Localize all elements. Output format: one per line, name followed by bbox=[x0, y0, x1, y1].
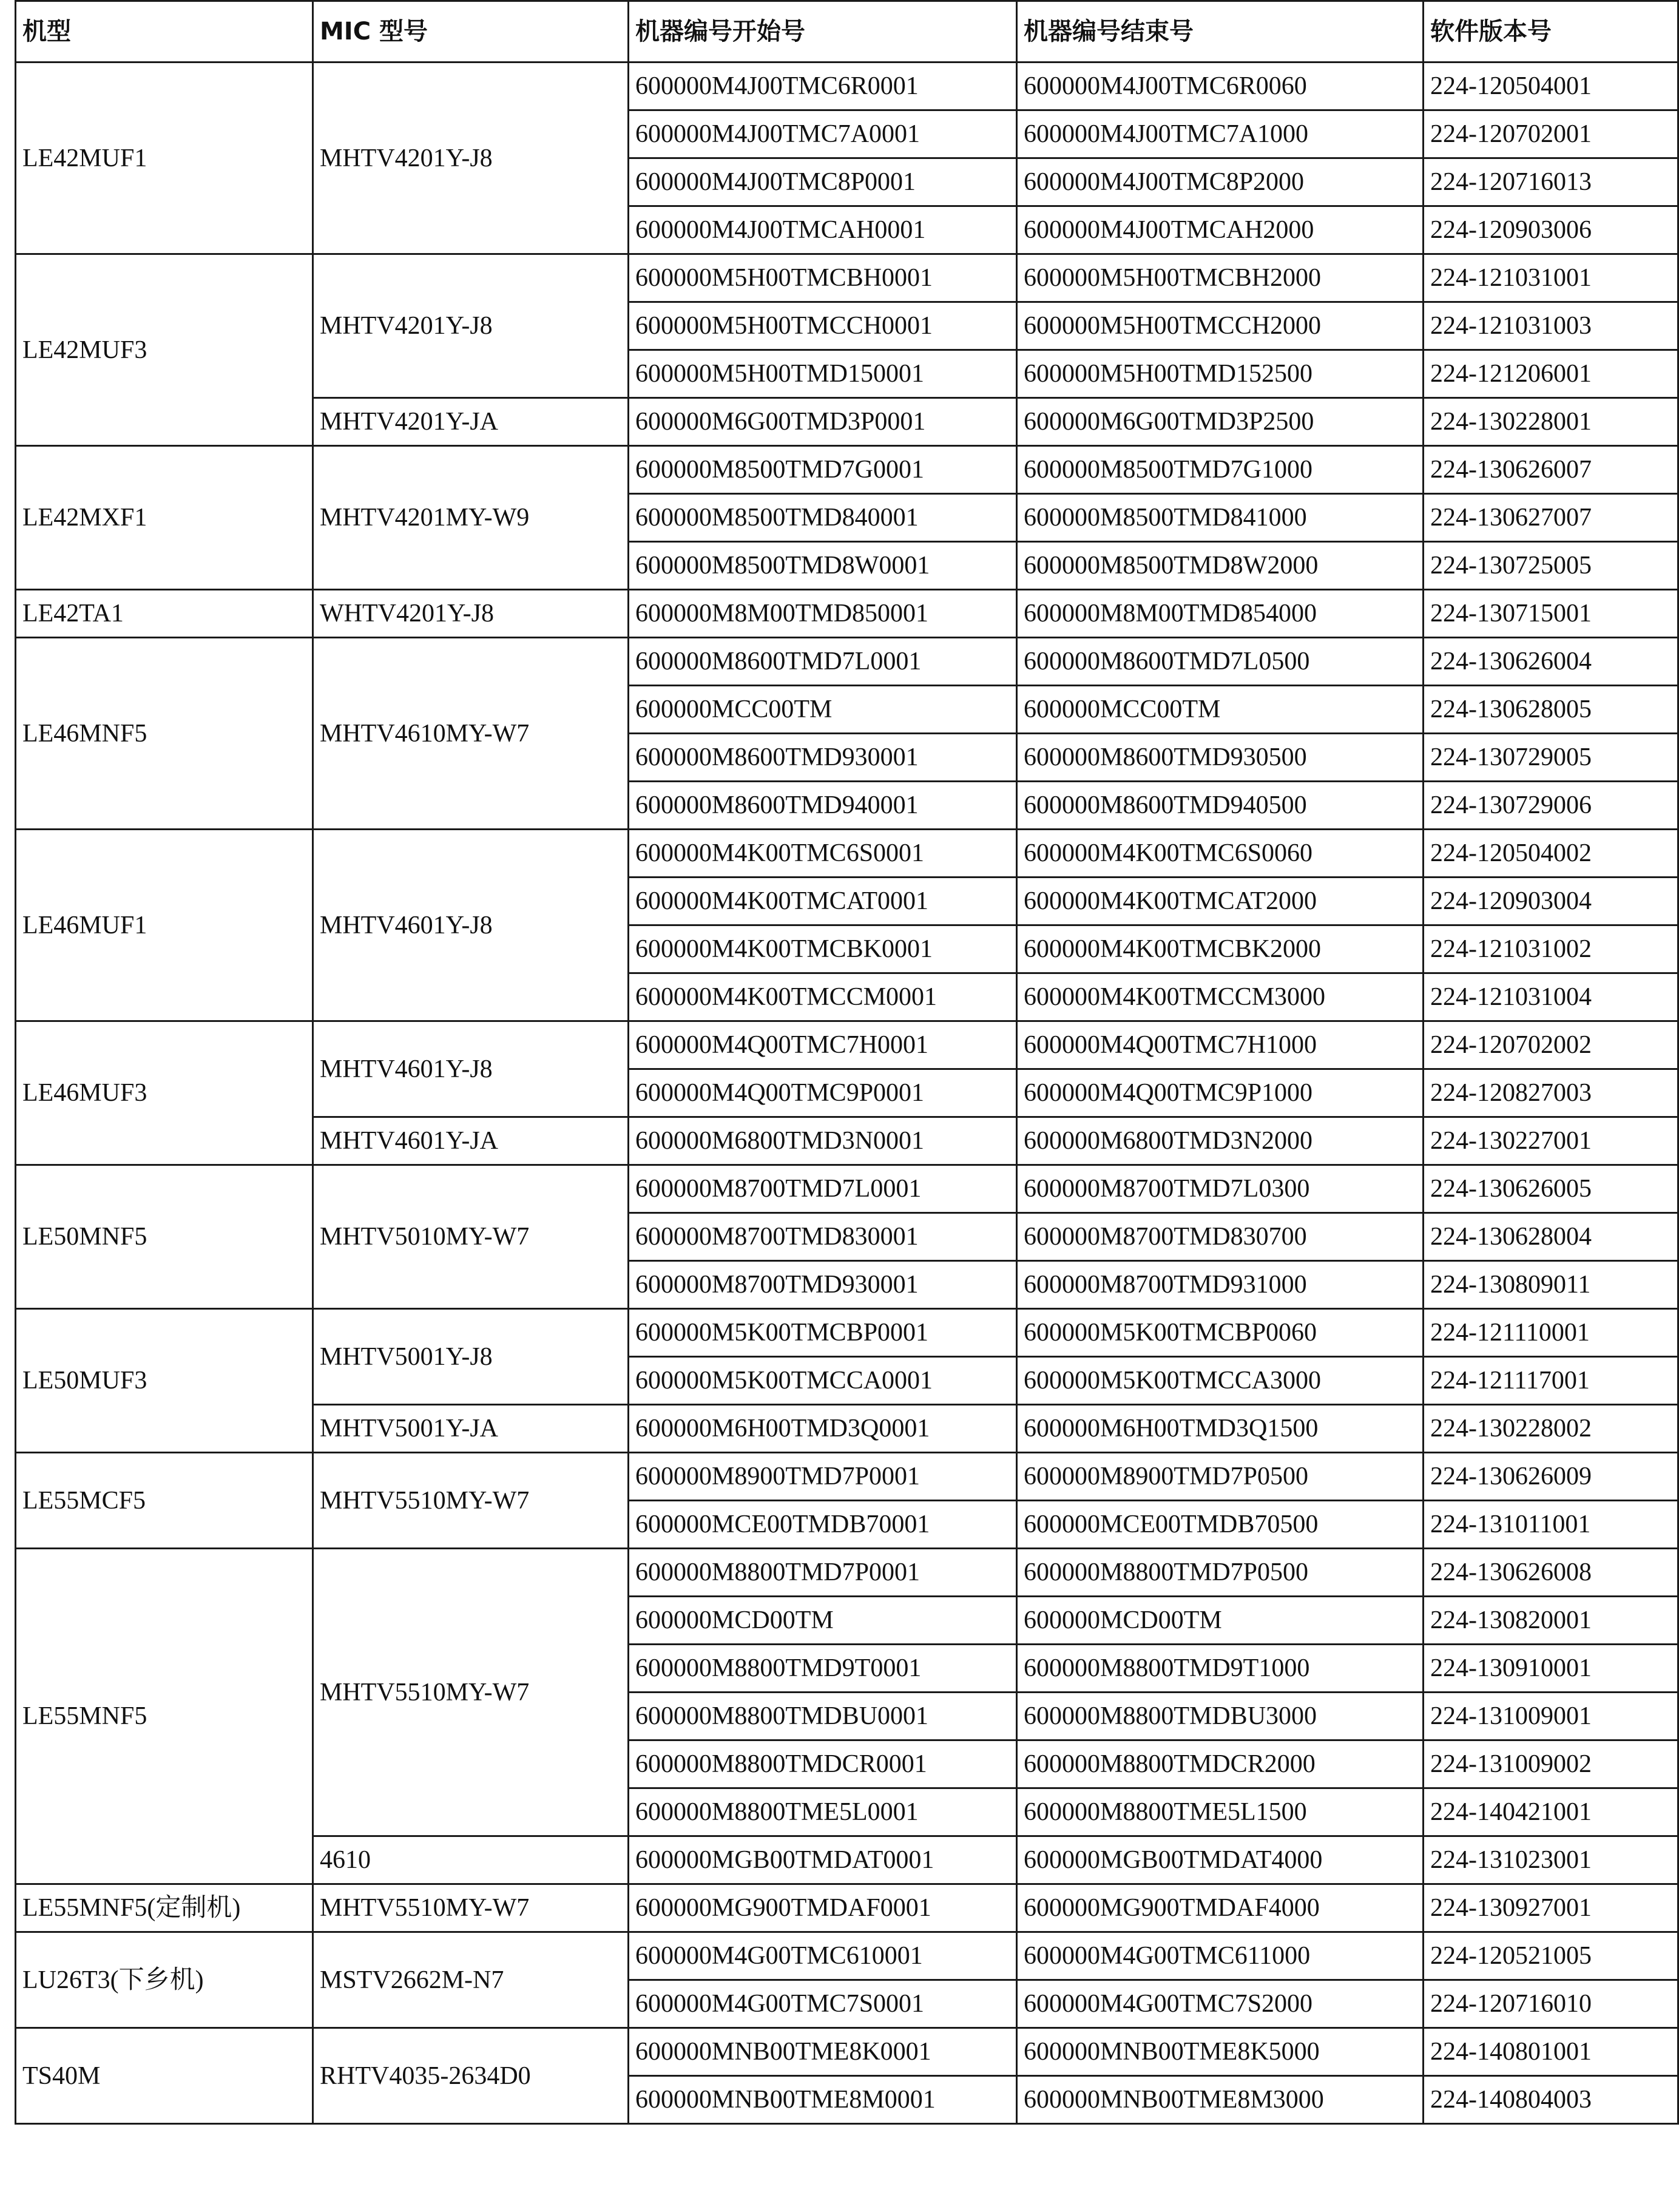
software-version-cell: 224-130627007 bbox=[1424, 494, 1678, 542]
serial-start-cell: 600000M8500TMD8W0001 bbox=[629, 542, 1017, 590]
table-row bbox=[16, 1884, 1678, 1932]
header-serial-end: 机器编号结束号 bbox=[1017, 1, 1424, 63]
mic-model-cell: MSTV2662M-N7 bbox=[313, 1932, 629, 2028]
serial-start-cell: 600000M4K00TMCCM0001 bbox=[629, 973, 1017, 1021]
software-version-cell: 224-130626004 bbox=[1424, 638, 1678, 686]
table-row bbox=[16, 1549, 1678, 1597]
serial-start-cell: 600000M8800TMDBU0001 bbox=[629, 1693, 1017, 1740]
model-cell: LE55MNF5(定制机) bbox=[16, 1884, 313, 1932]
software-version-cell: 224-120504002 bbox=[1424, 830, 1678, 878]
serial-end-cell: 600000M4J00TMC7A1000 bbox=[1017, 110, 1424, 158]
serial-end-cell: 600000M5H00TMD152500 bbox=[1017, 350, 1424, 398]
mic-model-cell: 4610 bbox=[313, 1836, 629, 1884]
serial-start-cell: 600000M8700TMD930001 bbox=[629, 1261, 1017, 1309]
serial-start-cell: 600000M8900TMD7P0001 bbox=[629, 1453, 1017, 1501]
serial-end-cell: 600000M4G00TMC611000 bbox=[1017, 1932, 1424, 1980]
serial-end-cell: 600000M4Q00TMC7H1000 bbox=[1017, 1021, 1424, 1069]
serial-end-cell: 600000M4J00TMCAH2000 bbox=[1017, 206, 1424, 254]
mic-model-cell: MHTV5510MY-W7 bbox=[313, 1453, 629, 1549]
model-cell: LU26T3(下乡机) bbox=[16, 1932, 313, 2028]
serial-end-cell: 600000M8700TMD830700 bbox=[1017, 1213, 1424, 1261]
table-row bbox=[16, 254, 1678, 302]
serial-end-cell: 600000M5H00TMCBH2000 bbox=[1017, 254, 1424, 302]
mic-model-cell: MHTV5001Y-J8 bbox=[313, 1309, 629, 1405]
serial-start-cell: 600000M4J00TMCAH0001 bbox=[629, 206, 1017, 254]
model-cell: LE46MUF3 bbox=[16, 1021, 313, 1165]
model-cell: LE42TA1 bbox=[16, 590, 313, 638]
serial-end-cell: 600000M8800TMDBU3000 bbox=[1017, 1693, 1424, 1740]
software-version-cell: 224-121117001 bbox=[1424, 1357, 1678, 1405]
table-body bbox=[16, 63, 1678, 2124]
header-model: 机型 bbox=[16, 1, 313, 63]
serial-end-cell: 600000M6H00TMD3Q1500 bbox=[1017, 1405, 1424, 1453]
mic-model-cell: MHTV4601Y-J8 bbox=[313, 1021, 629, 1117]
table-row bbox=[16, 638, 1678, 686]
serial-start-cell: 600000M4Q00TMC9P0001 bbox=[629, 1069, 1017, 1117]
table-row bbox=[16, 1932, 1678, 1980]
serial-end-cell: 600000M8700TMD7L0300 bbox=[1017, 1165, 1424, 1213]
software-version-cell: 224-130715001 bbox=[1424, 590, 1678, 638]
serial-end-cell: 600000MCE00TMDB70500 bbox=[1017, 1501, 1424, 1549]
table-row bbox=[16, 2028, 1678, 2076]
serial-end-cell: 600000M8500TMD841000 bbox=[1017, 494, 1424, 542]
mic-model-cell: MHTV5510MY-W7 bbox=[313, 1884, 629, 1932]
serial-start-cell: 600000M8500TMD7G0001 bbox=[629, 446, 1017, 494]
serial-end-cell: 600000MNB00TME8M3000 bbox=[1017, 2076, 1424, 2124]
table-row bbox=[16, 1021, 1678, 1069]
software-version-cell: 224-131009001 bbox=[1424, 1693, 1678, 1740]
serial-end-cell: 600000M8600TMD930500 bbox=[1017, 734, 1424, 782]
serial-start-cell: 600000M5H00TMCBH0001 bbox=[629, 254, 1017, 302]
model-cell: LE42MXF1 bbox=[16, 446, 313, 590]
serial-start-cell: 600000M8M00TMD850001 bbox=[629, 590, 1017, 638]
software-version-cell: 224-130228002 bbox=[1424, 1405, 1678, 1453]
serial-start-cell: 600000M5H00TMCCH0001 bbox=[629, 302, 1017, 350]
software-version-cell: 224-130927001 bbox=[1424, 1884, 1678, 1932]
serial-start-cell: 600000MNB00TME8M0001 bbox=[629, 2076, 1017, 2124]
serial-start-cell: 600000M8500TMD840001 bbox=[629, 494, 1017, 542]
software-version-cell: 224-121206001 bbox=[1424, 350, 1678, 398]
serial-end-cell: 600000M8500TMD7G1000 bbox=[1017, 446, 1424, 494]
software-version-cell: 224-120521005 bbox=[1424, 1932, 1678, 1980]
mic-model-cell: MHTV5010MY-W7 bbox=[313, 1165, 629, 1309]
mic-model-cell: MHTV4201Y-J8 bbox=[313, 63, 629, 254]
serial-end-cell: 600000M8M00TMD854000 bbox=[1017, 590, 1424, 638]
software-version-cell: 224-130626008 bbox=[1424, 1549, 1678, 1597]
serial-start-cell: 600000MNB00TME8K0001 bbox=[629, 2028, 1017, 2076]
mic-model-cell: MHTV4201Y-JA bbox=[313, 398, 629, 446]
serial-start-cell: 600000M8700TMD830001 bbox=[629, 1213, 1017, 1261]
serial-end-cell: 600000MCC00TM bbox=[1017, 686, 1424, 734]
software-version-cell: 224-131011001 bbox=[1424, 1501, 1678, 1549]
serial-start-cell: 600000M6G00TMD3P0001 bbox=[629, 398, 1017, 446]
model-cell: LE50MNF5 bbox=[16, 1165, 313, 1309]
serial-end-cell: 600000M5H00TMCCH2000 bbox=[1017, 302, 1424, 350]
software-version-cell: 224-130626009 bbox=[1424, 1453, 1678, 1501]
serial-end-cell: 600000M4K00TMCBK2000 bbox=[1017, 925, 1424, 973]
serial-start-cell: 600000M8800TMD9T0001 bbox=[629, 1645, 1017, 1693]
serial-end-cell: 600000M5K00TMCBP0060 bbox=[1017, 1309, 1424, 1357]
software-version-cell: 224-120827003 bbox=[1424, 1069, 1678, 1117]
software-version-cell: 224-120504001 bbox=[1424, 63, 1678, 110]
software-version-cell: 224-131009002 bbox=[1424, 1740, 1678, 1788]
serial-start-cell: 600000M8600TMD7L0001 bbox=[629, 638, 1017, 686]
software-version-cell: 224-130227001 bbox=[1424, 1117, 1678, 1165]
serial-start-cell: 600000M4K00TMCBK0001 bbox=[629, 925, 1017, 973]
serial-end-cell: 600000M8600TMD7L0500 bbox=[1017, 638, 1424, 686]
serial-end-cell: 600000M4K00TMCAT2000 bbox=[1017, 878, 1424, 925]
table-row bbox=[16, 446, 1678, 494]
model-cell: LE42MUF3 bbox=[16, 254, 313, 446]
serial-end-cell: 600000MGB00TMDAT4000 bbox=[1017, 1836, 1424, 1884]
mic-model-cell: MHTV4610MY-W7 bbox=[313, 638, 629, 830]
table-row bbox=[16, 63, 1678, 110]
mic-model-cell: MHTV5510MY-W7 bbox=[313, 1549, 629, 1836]
software-version-cell: 224-130729005 bbox=[1424, 734, 1678, 782]
header-mic-model: MIC 型号 bbox=[313, 1, 629, 63]
software-version-cell: 224-120716010 bbox=[1424, 1980, 1678, 2028]
software-version-cell: 224-130910001 bbox=[1424, 1645, 1678, 1693]
software-version-cell: 224-121031003 bbox=[1424, 302, 1678, 350]
serial-end-cell: 600000M5K00TMCCA3000 bbox=[1017, 1357, 1424, 1405]
serial-start-cell: 600000M8600TMD930001 bbox=[629, 734, 1017, 782]
software-version-cell: 224-130626005 bbox=[1424, 1165, 1678, 1213]
model-cell: LE42MUF1 bbox=[16, 63, 313, 254]
header-serial-start: 机器编号开始号 bbox=[629, 1, 1017, 63]
serial-start-cell: 600000M8600TMD940001 bbox=[629, 782, 1017, 830]
serial-start-cell: 600000M5H00TMD150001 bbox=[629, 350, 1017, 398]
model-cell: LE46MUF1 bbox=[16, 830, 313, 1021]
serial-start-cell: 600000M8800TME5L0001 bbox=[629, 1788, 1017, 1836]
mic-model-cell: WHTV4201Y-J8 bbox=[313, 590, 629, 638]
software-version-cell: 224-140801001 bbox=[1424, 2028, 1678, 2076]
model-cell: LE55MCF5 bbox=[16, 1453, 313, 1549]
serial-end-cell: 600000M8800TMD9T1000 bbox=[1017, 1645, 1424, 1693]
serial-end-cell: 600000M8800TME5L1500 bbox=[1017, 1788, 1424, 1836]
software-version-cell: 224-131023001 bbox=[1424, 1836, 1678, 1884]
serial-end-cell: 600000M4K00TMCCM3000 bbox=[1017, 973, 1424, 1021]
software-version-cell: 224-121031004 bbox=[1424, 973, 1678, 1021]
software-version-cell: 224-120903004 bbox=[1424, 878, 1678, 925]
software-version-cell: 224-121031001 bbox=[1424, 254, 1678, 302]
serial-end-cell: 600000M4J00TMC6R0060 bbox=[1017, 63, 1424, 110]
software-version-cell: 224-120702001 bbox=[1424, 110, 1678, 158]
software-version-cell: 224-121110001 bbox=[1424, 1309, 1678, 1357]
serial-end-cell: 600000M6800TMD3N2000 bbox=[1017, 1117, 1424, 1165]
serial-end-cell: 600000M4K00TMC6S0060 bbox=[1017, 830, 1424, 878]
table-row bbox=[16, 830, 1678, 878]
software-version-cell: 224-140804003 bbox=[1424, 2076, 1678, 2124]
serial-end-cell: 600000M8800TMDCR2000 bbox=[1017, 1740, 1424, 1788]
software-version-cell: 224-130809011 bbox=[1424, 1261, 1678, 1309]
serial-start-cell: 600000M4K00TMCAT0001 bbox=[629, 878, 1017, 925]
serial-end-cell: 600000MG900TMDAF4000 bbox=[1017, 1884, 1424, 1932]
model-cell: TS40M bbox=[16, 2028, 313, 2124]
header-software-version: 软件版本号 bbox=[1424, 1, 1678, 63]
serial-start-cell: 600000M8800TMDCR0001 bbox=[629, 1740, 1017, 1788]
serial-end-cell: 600000M8500TMD8W2000 bbox=[1017, 542, 1424, 590]
serial-end-cell: 600000M8600TMD940500 bbox=[1017, 782, 1424, 830]
serial-end-cell: 600000MCD00TM bbox=[1017, 1597, 1424, 1645]
software-version-cell: 224-130628004 bbox=[1424, 1213, 1678, 1261]
table-row bbox=[16, 1309, 1678, 1357]
software-version-cell: 224-120716013 bbox=[1424, 158, 1678, 206]
mic-model-cell: MHTV5001Y-JA bbox=[313, 1405, 629, 1453]
serial-start-cell: 600000M4K00TMC6S0001 bbox=[629, 830, 1017, 878]
software-version-cell: 224-130725005 bbox=[1424, 542, 1678, 590]
serial-start-cell: 600000M4G00TMC610001 bbox=[629, 1932, 1017, 1980]
software-version-cell: 224-130820001 bbox=[1424, 1597, 1678, 1645]
serial-start-cell: 600000M4J00TMC6R0001 bbox=[629, 63, 1017, 110]
serial-start-cell: 600000M8700TMD7L0001 bbox=[629, 1165, 1017, 1213]
software-version-cell: 224-120702002 bbox=[1424, 1021, 1678, 1069]
software-version-cell: 224-121031002 bbox=[1424, 925, 1678, 973]
software-version-cell: 224-130228001 bbox=[1424, 398, 1678, 446]
serial-end-cell: 600000M6G00TMD3P2500 bbox=[1017, 398, 1424, 446]
serial-start-cell: 600000M5K00TMCCA0001 bbox=[629, 1357, 1017, 1405]
software-version-cell: 224-130626007 bbox=[1424, 446, 1678, 494]
serial-start-cell: 600000MG900TMDAF0001 bbox=[629, 1884, 1017, 1932]
software-version-cell: 224-130628005 bbox=[1424, 686, 1678, 734]
serial-end-cell: 600000M8900TMD7P0500 bbox=[1017, 1453, 1424, 1501]
serial-end-cell: 600000M8700TMD931000 bbox=[1017, 1261, 1424, 1309]
mic-model-cell: MHTV4201MY-W9 bbox=[313, 446, 629, 590]
serial-end-cell: 600000M4J00TMC8P2000 bbox=[1017, 158, 1424, 206]
serial-start-cell: 600000M4J00TMC8P0001 bbox=[629, 158, 1017, 206]
serial-end-cell: 600000MNB00TME8K5000 bbox=[1017, 2028, 1424, 2076]
mic-model-cell: RHTV4035-2634D0 bbox=[313, 2028, 629, 2124]
serial-start-cell: 600000M4Q00TMC7H0001 bbox=[629, 1021, 1017, 1069]
table-row bbox=[16, 1165, 1678, 1213]
serial-number-table bbox=[15, 0, 1679, 2125]
model-cell: LE50MUF3 bbox=[16, 1309, 313, 1453]
serial-end-cell: 600000M4G00TMC7S2000 bbox=[1017, 1980, 1424, 2028]
serial-start-cell: 600000M5K00TMCBP0001 bbox=[629, 1309, 1017, 1357]
software-version-cell: 224-140421001 bbox=[1424, 1788, 1678, 1836]
software-version-cell: 224-130729006 bbox=[1424, 782, 1678, 830]
mic-model-cell: MHTV4601Y-JA bbox=[313, 1117, 629, 1165]
table-row bbox=[16, 590, 1678, 638]
serial-start-cell: 600000MCE00TMDB70001 bbox=[629, 1501, 1017, 1549]
serial-start-cell: 600000M6H00TMD3Q0001 bbox=[629, 1405, 1017, 1453]
model-cell: LE46MNF5 bbox=[16, 638, 313, 830]
serial-start-cell: 600000M4J00TMC7A0001 bbox=[629, 110, 1017, 158]
serial-start-cell: 600000M4G00TMC7S0001 bbox=[629, 1980, 1017, 2028]
software-version-cell: 224-120903006 bbox=[1424, 206, 1678, 254]
serial-start-cell: 600000M6800TMD3N0001 bbox=[629, 1117, 1017, 1165]
table-row bbox=[16, 1453, 1678, 1501]
serial-end-cell: 600000M8800TMD7P0500 bbox=[1017, 1549, 1424, 1597]
serial-start-cell: 600000M8800TMD7P0001 bbox=[629, 1549, 1017, 1597]
serial-end-cell: 600000M4Q00TMC9P1000 bbox=[1017, 1069, 1424, 1117]
mic-model-cell: MHTV4201Y-J8 bbox=[313, 254, 629, 398]
serial-start-cell: 600000MCD00TM bbox=[629, 1597, 1017, 1645]
header-row bbox=[16, 1, 1678, 63]
serial-start-cell: 600000MGB00TMDAT0001 bbox=[629, 1836, 1017, 1884]
mic-model-cell: MHTV4601Y-J8 bbox=[313, 830, 629, 1021]
serial-start-cell: 600000MCC00TM bbox=[629, 686, 1017, 734]
model-cell: LE55MNF5 bbox=[16, 1549, 313, 1884]
